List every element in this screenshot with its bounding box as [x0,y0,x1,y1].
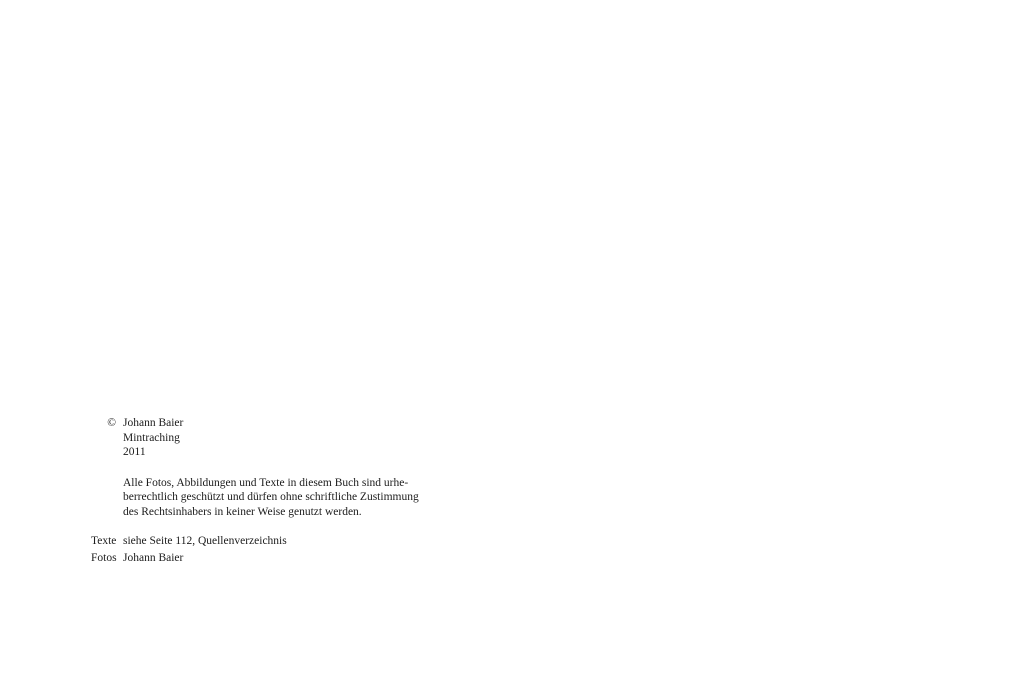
rights-notice [123,476,419,520]
copyright-symbol: © [107,417,116,429]
credit-value: siehe Seite 112, Quellenverzeichnis [123,535,287,547]
imprint-block [91,416,419,567]
credit-label: Fotos [91,552,117,564]
copyright-place: Mintraching [123,431,180,444]
notice-line: berrechtlich geschützt und dürfen ohne schriftliche Zustimmung [123,491,419,503]
notice-line: Alle Fotos, Abbildungen und Texte in diesem Buch sind urhe- [123,476,409,489]
copyright-row [91,416,419,460]
credit-label: Texte [91,535,117,547]
notice-line: des Rechtsinhabers in keiner Weise genutzt werden. [123,505,362,518]
copyright-lines [123,416,183,460]
credits [91,533,419,567]
copyright-holder: Johann Baier [123,417,184,429]
credit-row-fotos [91,550,419,567]
credit-value: Johann Baier [123,552,184,564]
credit-row-texte [91,533,419,550]
copyright-year: 2011 [123,446,146,458]
